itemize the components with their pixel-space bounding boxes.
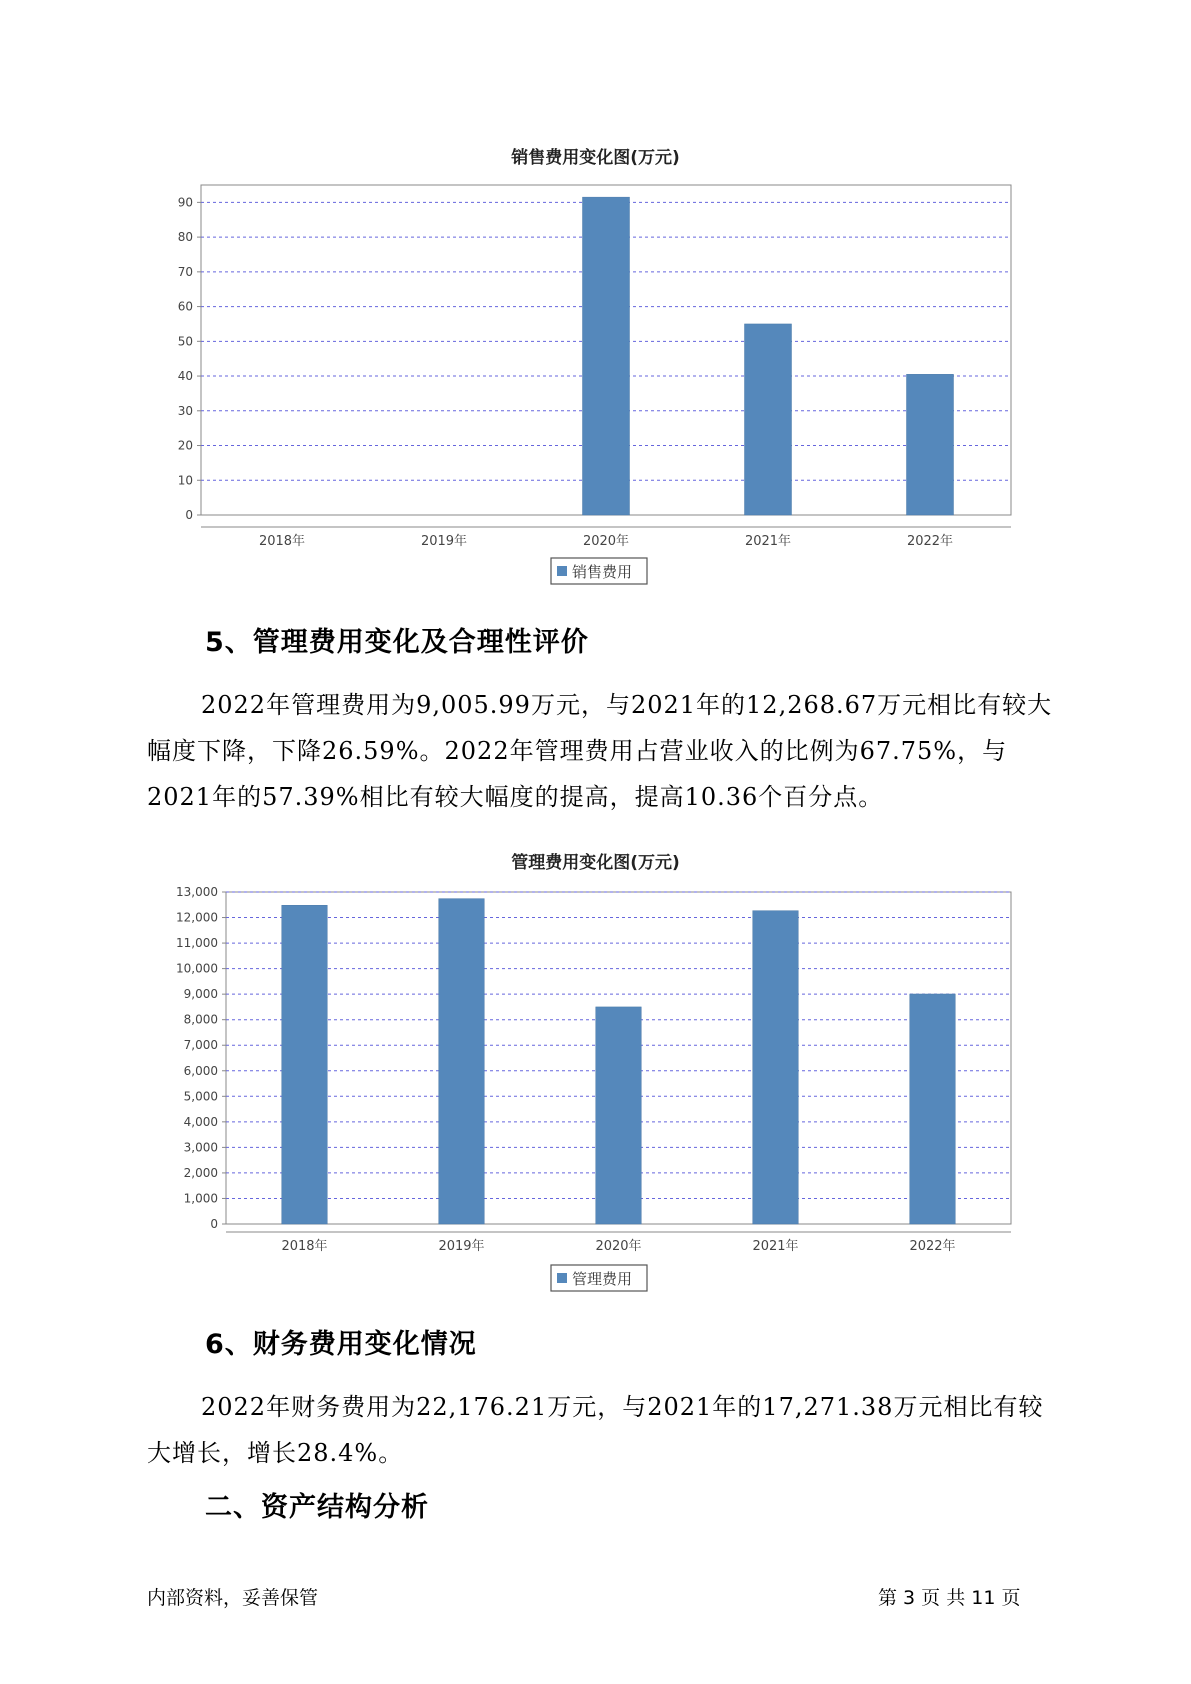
section-5-text: 2022年管理费用为9,005.99万元，与2021年的12,268.67万元相比有较大幅度下降，下降26.59%。2022年管理费用占营业收入的比例为67.75%，与2021年的57.39%相比有较大幅度的提高，提高10.36个百分点。 (147, 691, 1053, 811)
x-tick-label: 2021年 (744, 534, 792, 549)
y-tick-label: 10 (177, 473, 193, 488)
legend-label: 管理费用 (572, 1270, 633, 1288)
section-6-text: 2022年财务费用为22,176.21万元，与2021年的17,271.38万元相比有较大增长，增长28.4%。 (147, 1393, 1044, 1467)
x-tick-label: 2021年 (752, 1239, 799, 1254)
y-tick-label: 4,000 (183, 1114, 218, 1129)
y-tick-label: 0 (185, 508, 193, 522)
x-tick-label: 2020年 (582, 534, 630, 549)
bar (282, 905, 328, 1224)
x-tick-label: 2022年 (906, 534, 954, 549)
bar (910, 994, 956, 1224)
y-tick-label: 50 (177, 334, 193, 349)
y-tick-label: 70 (177, 264, 193, 279)
x-tick-label: 2022年 (909, 1239, 956, 1254)
y-tick-label: 2,000 (183, 1165, 218, 1180)
x-tick-label: 2019年 (420, 534, 468, 549)
y-tick-label: 6,000 (183, 1063, 218, 1078)
y-tick-label: 5,000 (183, 1089, 218, 1104)
y-tick-label: 10,000 (176, 961, 218, 976)
footer-left: 内部资料，妥善保管 (147, 1587, 319, 1609)
x-tick-label: 2018年 (258, 534, 306, 549)
y-tick-label: 20 (177, 438, 193, 453)
x-tick-label: 2020年 (595, 1239, 642, 1254)
y-tick-label: 8,000 (183, 1012, 218, 1027)
y-tick-label: 7,000 (183, 1038, 218, 1053)
y-tick-label: 9,000 (183, 987, 218, 1002)
bar (596, 1007, 642, 1224)
legend-swatch (557, 1273, 567, 1283)
y-tick-label: 0 (210, 1217, 218, 1231)
y-tick-label: 60 (177, 299, 193, 314)
section-6-paragraph (147, 1384, 1067, 1476)
section-6-heading: 6、财务费用变化情况 (205, 1329, 477, 1360)
y-tick-label: 3,000 (183, 1140, 218, 1155)
y-tick-label: 11,000 (176, 936, 218, 951)
footer-page-number: 第 3 页 共 11 页 (878, 1587, 1021, 1609)
y-tick-label: 12,000 (176, 910, 218, 925)
x-tick-label: 2018年 (281, 1239, 328, 1254)
admin-chart-title: 管理费用变化图(万元) (511, 853, 680, 873)
y-tick-label: 40 (177, 369, 193, 384)
y-tick-label: 1,000 (183, 1191, 218, 1206)
x-tick-label: 2019年 (438, 1239, 485, 1254)
legend-label: 销售费用 (572, 563, 633, 581)
bar (439, 899, 485, 1224)
y-tick-label: 13,000 (176, 885, 218, 899)
y-tick-label: 80 (177, 230, 193, 245)
sales-chart-title: 销售费用变化图(万元) (511, 148, 680, 168)
y-tick-label: 30 (177, 403, 193, 418)
section-5-heading: 5、管理费用变化及合理性评价 (205, 627, 589, 658)
bar (753, 911, 799, 1224)
section-two-heading: 二、资产结构分析 (205, 1492, 429, 1523)
y-tick-label: 90 (177, 195, 193, 210)
